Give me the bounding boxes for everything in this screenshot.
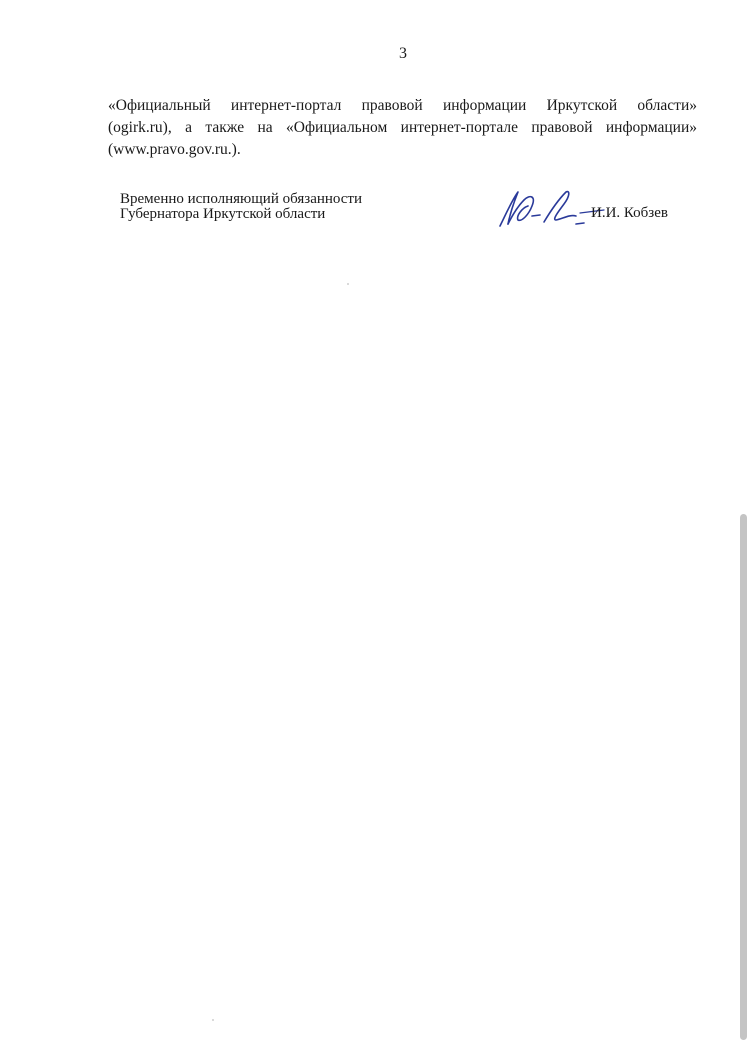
paragraph-text [108, 95, 697, 161]
handwritten-signature [496, 186, 606, 232]
paragraph-line-3: (www.pravo.gov.ru.). [108, 141, 241, 158]
scan-speck [347, 283, 349, 285]
paragraph-line-2: (ogirk.ru), а также на «Официальном интернет-портале правовой информации» [108, 119, 697, 136]
signatory-title-line-2: Губернатора Иркутской области [120, 206, 326, 222]
page-number: 3 [399, 45, 407, 62]
signatory-title [120, 192, 362, 222]
signatory-name: И.И. Кобзев [591, 205, 668, 221]
scan-speck [212, 1019, 214, 1021]
scrollbar-thumb[interactable] [740, 514, 747, 1040]
signatory-title-line-1: Временно исполняющий обязанности [120, 191, 363, 207]
paragraph-line-1: «Официальный интернет-портал правовой информации Иркутской области» [108, 97, 697, 114]
